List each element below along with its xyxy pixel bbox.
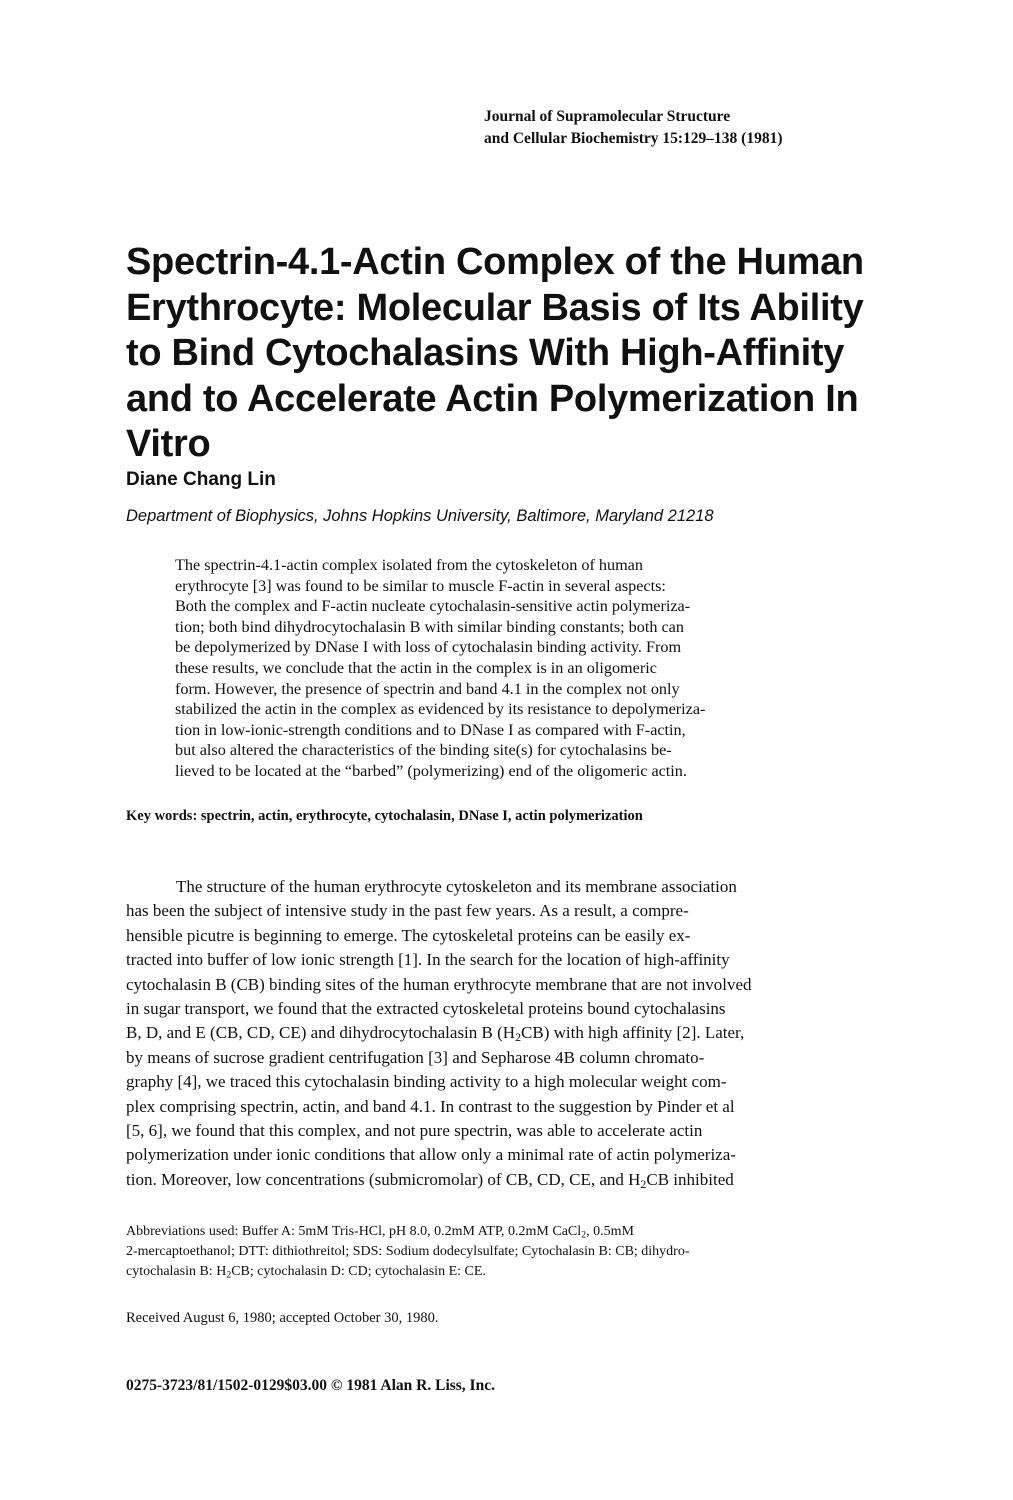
body-text-segment: B, D, and E (CB, CD, CE) and dihydrocytochalasin B (H [126, 1023, 516, 1043]
author-affiliation: Department of Biophysics, Johns Hopkins University, Baltimore, Maryland 21218 [126, 507, 714, 525]
abstract-line: but also altered the characteristics of the binding site(s) for cytochalasins be- [175, 741, 672, 760]
abstract-line: be depolymerized by DNase I with loss of cytochalasin binding activity. From [175, 638, 682, 657]
subscript: 2 [640, 1176, 647, 1191]
title-line: to Bind Cytochalasins With High-Affinity [126, 332, 845, 374]
body-line: The structure of the human erythrocyte cytoskeleton and its membrane association [176, 877, 737, 896]
body-text-segment: tion. Moreover, low concentrations (submicromolar) of CB, CD, CE, and H [126, 1169, 641, 1189]
body-line: cytochalasin B (CB) binding sites of the human erythrocyte membrane that are not involved [126, 974, 752, 994]
abstract-line: tion; both bind dihydrocytochalasin B with similar binding constants; both can [175, 617, 684, 636]
title-line: Erythrocyte: Molecular Basis of Its Ability [126, 286, 864, 329]
journal-citation [484, 106, 904, 150]
abbreviations-footnote [126, 1222, 896, 1281]
title-line: and to Accelerate Actin Polymerization In [126, 377, 859, 420]
subscript: 2 [226, 1269, 232, 1281]
author-name: Diane Chang Lin [126, 469, 276, 490]
body-line: tracted into buffer of low ionic strength [1]. In the search for the location of high-affinity [126, 950, 730, 970]
abstract-line: lieved to be located at the “barbed” (polymerizing) end of the oligomeric actin. [175, 761, 687, 780]
footnote-line [126, 1262, 896, 1282]
body-text-segment: CB inhibited [646, 1169, 734, 1189]
journal-name-line: Journal of Supramolecular Structure [484, 108, 731, 125]
body-line: in sugar transport, we found that the extracted cytoskeletal proteins bound cytochalasins [126, 999, 726, 1019]
body-text-segment: CB) with high affinity [2]. Later, [521, 1023, 745, 1043]
abstract-line: tion in low-ionic-strength conditions and to DNase I as compared with F-actin, [175, 720, 686, 739]
body-line: hensible picutre is beginning to emerge. The cytoskeletal proteins can be easily ex- [126, 925, 691, 945]
body-line [126, 1168, 896, 1192]
footnote-segment: , 0.5mM [586, 1224, 634, 1239]
abstract-line: The spectrin-4.1-actin complex isolated from the cytoskeleton of human [175, 556, 643, 574]
article-title [126, 240, 886, 468]
body-text [126, 875, 896, 1192]
abstract-line: Both the complex and F-actin nucleate cytochalasin-sensitive actin polymeriza- [175, 597, 691, 616]
title-line: Vitro [126, 423, 211, 465]
body-line: [5, 6], we found that this complex, and not pure spectrin, was able to accelerate actin [126, 1121, 703, 1141]
abstract-line: erythrocyte [3] was found to be similar to muscle F-actin in several aspects: [175, 576, 666, 595]
body-line: by means of sucrose gradient centrifugation [3] and Sepharose 4B column chromato- [126, 1047, 705, 1067]
copyright-line: 0275-3723/81/1502-0129$03.00 © 1981 Alan R. Liss, Inc. [126, 1377, 495, 1394]
footnote-segment: CB; cytochalasin D: CD; cytochalasin E: CE. [231, 1263, 486, 1279]
body-line [126, 1021, 896, 1045]
body-line: has been the subject of intensive study in the past few years. As a result, a compre- [126, 901, 689, 921]
subscript: 2 [515, 1030, 522, 1045]
title-line: Spectrin-4.1-Actin Complex of the Human [126, 241, 864, 283]
journal-volume-line: and Cellular Biochemistry 15:129–138 (1981) [484, 130, 783, 147]
footnote-segment: Abbreviations used: Buffer A: 5mM Tris-HCl, pH 8.0, 0.2mM ATP, 0.2mM CaCl [126, 1224, 582, 1239]
key-words: Key words: spectrin, actin, erythrocyte, cytochalasin, DNase I, actin polymerization [126, 808, 643, 824]
footnote-line [126, 1222, 896, 1242]
body-line: plex comprising spectrin, actin, and band 4.1. In contrast to the suggestion by Pinder et al [126, 1096, 735, 1116]
footnote-segment: cytochalasin B: H [126, 1263, 227, 1279]
abstract-line: stabilized the actin in the complex as evidenced by its resistance to depolymeriza- [175, 700, 706, 719]
body-line: polymerization under ionic conditions that allow only a minimal rate of actin polymeriza- [126, 1145, 736, 1165]
received-dates: Received August 6, 1980; accepted October 30, 1980. [126, 1310, 439, 1326]
footnote-line: 2-mercaptoethanol; DTT: dithiothreitol; SDS: Sodium dodecylsulfate; Cytochalasin B: CB; dihydro- [126, 1243, 690, 1259]
body-line: graphy [4], we traced this cytochalasin binding activity to a high molecular weight com- [126, 1072, 727, 1092]
subscript: 2 [581, 1229, 587, 1241]
abstract-line: these results, we conclude that the actin in the complex is in an oligomeric [175, 658, 657, 677]
abstract-line: form. However, the presence of spectrin and band 4.1 in the complex not only [175, 679, 680, 698]
abstract [175, 555, 875, 782]
